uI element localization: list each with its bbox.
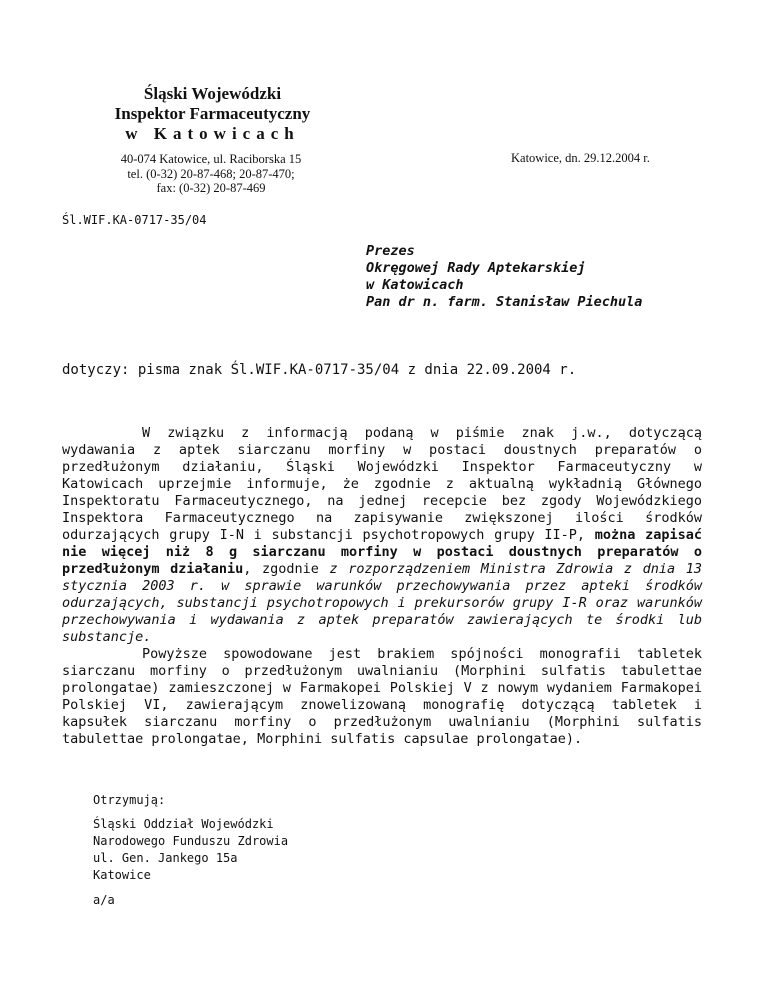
body-p1-mid: , zgodnie [243, 561, 330, 577]
subject-line: dotyczy: pisma znak Śl.WIF.KA-0717-35/04 z dnia 22.09.2004 r. [62, 362, 577, 378]
footer-mark: a/a [93, 893, 115, 907]
recipient-title: Prezes [366, 243, 415, 259]
address-phone: tel. (0-32) 20-87-468; 20-87-470; [127, 166, 295, 181]
letter-date: Katowice, dn. 29.12.2004 r. [511, 151, 650, 165]
recipients-line2: Narodowego Funduszu Zdrowia [93, 834, 289, 848]
letter-body [62, 425, 702, 748]
recipients-line1: Śląski Oddział Wojewódzki [93, 817, 274, 831]
recipients-label: Otrzymują: [93, 793, 166, 807]
body-p1-text: W związku z informacją podaną w piśmie znak j.w., dotyczącą wydawania z aptek siarczanu morfiny w postaci doustnych preparatów o przedłużonym działaniu, Śląski Wojewódzki Inspektor Farmaceutyczny w Katowicach uprzejmie informuje, że zgodnie z aktualną wykładnią Głównego Inspektoratu Farmaceutycznego, na jednej recepcie bez zgody Wojewódzkiego Inspektora Farmaceutycznego na zapisywanie zwiększonej ilości środków odurzających grupy I-N i substancji psychotropowych grupy II-P, [62, 425, 702, 543]
body-paragraph-2: Powyższe spowodowane jest brakiem spójności monografii tabletek siarczanu morfiny o przedłużonym uwalnianiu (Morphini sulfatis tabulettae prolongatae) zamieszczonej w Farmakopei Polskiej V z nowym wydaniem Farmakopei Polskiej VI, zawierającym znowelizowaną monografię dotyczącą tabletek i kapsułek siarczanu morfiny o przedłużonym uwalnianiu (Morphini sulfatis tabulettae prolongatae, Morphini sulfatis capsulae prolongatae). [62, 646, 702, 747]
issuer-address [95, 152, 327, 196]
recipient-organization: Okręgowej Rady Aptekarskiej [366, 260, 586, 276]
address-fax: fax: (0-32) 20-87-469 [156, 181, 266, 195]
issuer-header [95, 84, 330, 144]
body-paragraph-1 [62, 425, 702, 646]
issuer-name-line2: Inspektor Farmaceutyczny [114, 104, 311, 123]
address-street: 40-074 Katowice, ul. Raciborska 15 [120, 152, 302, 166]
body-p1-italic: z rozporządzeniem Ministra Zdrowia z dnia 13 stycznia 2003 r. w sprawie warunków przechowywania przez apteki środków odurzających, substancji psychotropowych i prekursorów grupy I-R oraz warunków przechowywania i wydawania z aptek preparatów zawierających te środki lub substancje. [62, 561, 703, 645]
issuer-name-line1: Śląski Wojewódzki [143, 84, 282, 103]
recipient-city: w Katowicach [366, 277, 464, 293]
recipients-line4: Katowice [93, 868, 151, 882]
recipients-line3: ul. Gen. Jankego 15a [93, 851, 238, 865]
issuer-city-line: w Katowicach [125, 124, 300, 143]
reference-number: Śl.WIF.KA-0717-35/04 [62, 213, 207, 227]
recipient-block [366, 243, 642, 311]
recipients-list [93, 816, 288, 884]
body-p1-bold: można zapisać nie więcej niż 8 g siarczanu morfiny w postaci doustnych preparatów o przedłużonym działaniu [62, 527, 702, 577]
recipient-person: Pan dr n. farm. Stanisław Piechula [366, 294, 643, 310]
